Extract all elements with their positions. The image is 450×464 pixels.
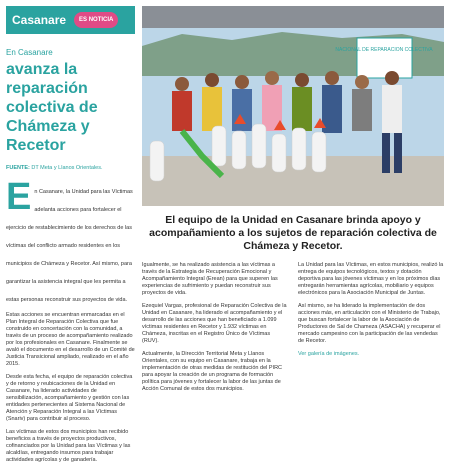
source-line <box>6 165 135 171</box>
body-paragraph: Actualmente, la Dirección Territorial Meta y Llanos Orientales, con su equipo en Casanare, trabaja en la implementación de otras medidas de restitución del PIRC para apoyar la creación de un programa de formación política para jóvenes y fortalecer la labor de las juntas de Acción Comunal de estos dos municipios. <box>142 351 283 392</box>
body-paragraph: Las víctimas de estos dos municipios han recibido beneficios a través de proyectos productivos, cofinanciados por la Unidad para las Víctimas y las alcaldías, entregando insumos para trabajar actividades agrícolas y de ganadería. <box>6 429 131 463</box>
article-headline: avanza la reparación colectiva de Chámeza y Recetor <box>6 61 98 154</box>
section-label: En Casanare <box>6 48 53 57</box>
es-noticia-badge: ES NOTICIA <box>74 12 118 28</box>
body-paragraph: Así mismo, se ha liderado la implementación de dos acciones más, en articulación con el Ministerio de Trabajo, que buscan fortalecer la labor de la Asociación de Productores de Sal de Chameza (ASACHA) y recuperar el mercado campesino con la participación de las vendedas de Recetor. <box>298 303 441 344</box>
source-label: FUENTE: <box>6 165 30 171</box>
body-paragraph: Ezequiel Vargas, profesional de Reparación Colectiva de la Unidad en Casanare, ha liderado el acompañamiento y el desarrollo de las acciones que han beneficiado a 1.099 víctimas residentes en Recetor y 1.932 víctimas en Chámeza, inscritas en el Registro Único de Víctimas (RUV). <box>142 303 287 344</box>
banner-title: Casanare <box>12 13 67 27</box>
body-paragraph: La Unidad para las Víctimas, en estos municipios, realizó la entrega de equipos tecnológicos, textos y dotación deportiva para las jóvenes víctimas y en los próximos días entregarán herramientas agrícolas, mobiliario y equipos electrónicos para la Asociación Municipal de Juntas. <box>298 262 444 296</box>
article-column-1 <box>142 262 288 393</box>
lead-text: n Casanare, la Unidad para las Víctimas adelanta acciones para fortalecer el ejercicio de restablecimiento de los derechos de las víctimas del conflicto armado residentes en los municipios de Chámeza y Recetor. Así mismo, para garantizar la asistencia integral que les permita a estas personas reconstruir sus proyectos de vida. <box>6 189 133 303</box>
article-columns <box>142 262 444 393</box>
photo-banner-text: NACIONAL DE REPARACION COLECTIVA <box>335 47 433 53</box>
dropcap: E <box>6 176 32 218</box>
source-value: DT Meta y Llanos Orientales. <box>31 165 103 171</box>
article-sidebar <box>6 6 135 464</box>
body-paragraph: Estas acciones se encuentran enmarcadas en el Plan Integral de Reparación Colectiva que fue construido en concertación con la comunidad, a través de un proceso de acompañamiento realizado por los profesionales en Casanare. Finalmente se avaló el documento en el desarrollo de un Comité de Justicia Transicional ampliado, realizado en el año 2015. <box>6 312 135 367</box>
group-photo <box>142 6 444 206</box>
photo-caption: El equipo de la Unidad en Casanare brinda apoyo y acompañamiento a los sujetos de reparación colectiva de Chámeza y Recetor. <box>149 214 437 252</box>
article-column-2 <box>298 262 444 393</box>
casanare-banner <box>6 6 135 34</box>
lead-paragraph <box>6 176 135 306</box>
body-paragraph: Desde esta fecha, el equipo de reparación colectiva y de retorno y reubicaciones de la Unidad en Casanare, ha liderado actividades de sensibilización, acompañamiento y gestión con las entidades pertenecientes al Sistema Nacional de Atención y Reparación Integral a las Víctimas (Snariv) para contribuir al proceso. <box>6 374 133 422</box>
body-paragraph: Igualmente, se ha realizado asistencia a las víctimas a través de la Estrategia de Recuperación Emocional y Acompañamiento Integral (Erean) para que superen las experiencias de sufrimiento y puedan reconstruir sus proyectos de vida. <box>142 262 278 296</box>
gallery-link[interactable]: Ver galería de imágenes. <box>298 351 360 357</box>
